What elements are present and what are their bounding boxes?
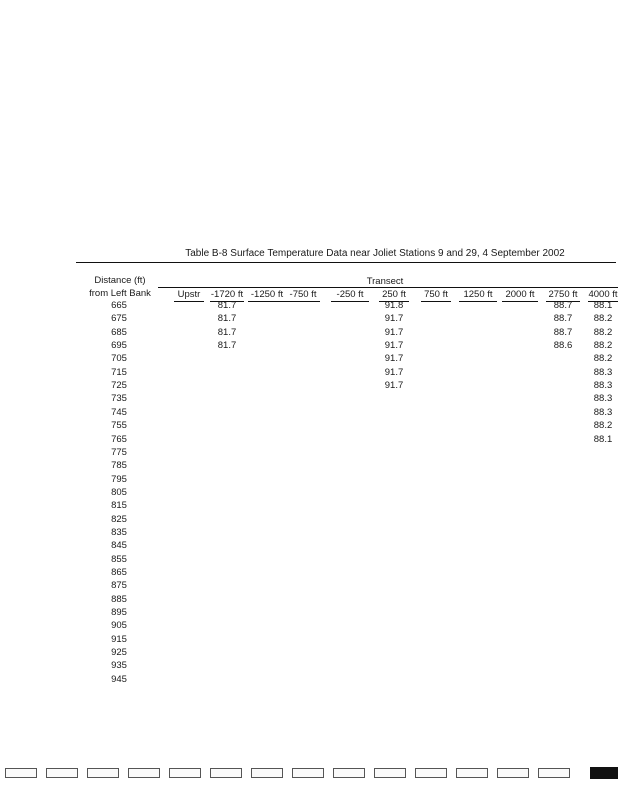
distance-cell: 885 bbox=[111, 593, 127, 605]
distance-cell: 665 bbox=[111, 300, 127, 311]
distance-cell: 945 bbox=[111, 673, 127, 685]
distance-cell: 815 bbox=[111, 500, 127, 512]
distance-cell: 705 bbox=[111, 353, 127, 365]
top-rule bbox=[76, 262, 616, 263]
distance-cell: 845 bbox=[111, 540, 127, 552]
temperature-cell: 88.6 bbox=[553, 340, 573, 352]
footer-tab-mark bbox=[5, 768, 37, 778]
footer-tab-mark bbox=[497, 768, 529, 778]
distance-cell: 715 bbox=[111, 366, 127, 378]
column-header: 2000 ft bbox=[502, 289, 538, 302]
distance-cell: 775 bbox=[111, 446, 127, 458]
distance-cell: 905 bbox=[111, 620, 127, 632]
temperature-cell: 88.3 bbox=[593, 366, 613, 378]
temperature-cell: 88.3 bbox=[593, 406, 613, 418]
column-header: 2750 ft bbox=[546, 289, 580, 302]
temperature-cell: 91.7 bbox=[384, 353, 404, 365]
distance-header-line2: from Left Bank bbox=[89, 288, 151, 299]
temperature-cell: 88.2 bbox=[593, 420, 613, 432]
column-header: 1250 ft bbox=[459, 289, 497, 302]
temperature-cell: 91.7 bbox=[384, 326, 404, 338]
transect-header: Transect bbox=[366, 276, 404, 287]
footer-tab-mark bbox=[128, 768, 160, 778]
distance-cell: 895 bbox=[111, 607, 127, 619]
temperature-cell: 81.7 bbox=[217, 300, 237, 311]
temperature-cell: 91.7 bbox=[384, 380, 404, 392]
distance-cell: 785 bbox=[111, 460, 127, 472]
footer-tab-mark bbox=[87, 768, 119, 778]
temperature-cell: 88.2 bbox=[593, 340, 613, 352]
column-header: 250 ft bbox=[379, 289, 409, 302]
distance-cell: 795 bbox=[111, 473, 127, 485]
distance-header-line1: Distance (ft) bbox=[94, 275, 146, 286]
temperature-cell: 88.3 bbox=[593, 380, 613, 392]
column-header: -250 ft bbox=[331, 289, 369, 302]
distance-cell: 835 bbox=[111, 526, 127, 538]
distance-cell: 935 bbox=[111, 660, 127, 672]
footer-tab-mark bbox=[538, 768, 570, 778]
distance-cell: 735 bbox=[111, 393, 127, 405]
temperature-cell: 91.7 bbox=[384, 366, 404, 378]
footer-tab-mark bbox=[374, 768, 406, 778]
column-header: -1720 ft bbox=[210, 289, 244, 300]
distance-cell: 855 bbox=[111, 553, 127, 565]
temperature-cell: 88.7 bbox=[553, 300, 573, 311]
footer-tab-mark bbox=[415, 768, 447, 778]
column-header: Upstr bbox=[174, 289, 204, 302]
temperature-cell: 81.7 bbox=[217, 326, 237, 338]
distance-cell: 685 bbox=[111, 326, 127, 338]
temperature-cell: 88.2 bbox=[593, 326, 613, 338]
footer-tab-mark bbox=[251, 768, 283, 778]
temperature-cell: 91.8 bbox=[384, 300, 404, 311]
temperature-cell: 88.7 bbox=[553, 313, 573, 325]
footer-tab-mark bbox=[210, 768, 242, 778]
temperature-cell: 91.7 bbox=[384, 340, 404, 352]
footer-tab-mark-active bbox=[590, 767, 618, 779]
footer-tab-mark bbox=[292, 768, 324, 778]
distance-cell: 805 bbox=[111, 486, 127, 498]
column-header: 4000 ft bbox=[588, 289, 618, 300]
distance-cell: 755 bbox=[111, 420, 127, 432]
distance-cell: 725 bbox=[111, 380, 127, 392]
column-header: 750 ft bbox=[421, 289, 451, 302]
footer-tab-mark bbox=[333, 768, 365, 778]
column-header: -1250 ft bbox=[248, 289, 286, 302]
distance-cell: 915 bbox=[111, 633, 127, 645]
temperature-cell: 88.1 bbox=[593, 433, 613, 445]
distance-cell: 825 bbox=[111, 513, 127, 525]
temperature-cell: 81.7 bbox=[217, 340, 237, 352]
temperature-cell: 88.7 bbox=[553, 326, 573, 338]
distance-cell: 745 bbox=[111, 406, 127, 418]
temperature-cell: 88.2 bbox=[593, 313, 613, 325]
distance-cell: 875 bbox=[111, 580, 127, 592]
column-header: -750 ft bbox=[286, 289, 320, 302]
temperature-cell: 81.7 bbox=[217, 313, 237, 325]
footer-tab-mark bbox=[46, 768, 78, 778]
temperature-cell: 88.2 bbox=[593, 353, 613, 365]
table-title: Table B-8 Surface Temperature Data near Joliet Stations 9 and 29, 4 September 2002 bbox=[185, 248, 565, 259]
distance-cell: 925 bbox=[111, 647, 127, 659]
page-footer-strip bbox=[0, 765, 618, 781]
footer-tab-mark bbox=[169, 768, 201, 778]
temperature-cell: 88.3 bbox=[593, 393, 613, 405]
distance-cell: 865 bbox=[111, 567, 127, 578]
distance-cell: 695 bbox=[111, 340, 127, 352]
footer-tab-mark bbox=[456, 768, 488, 778]
distance-cell: 765 bbox=[111, 433, 127, 445]
distance-cell: 675 bbox=[111, 313, 127, 325]
transect-rule bbox=[158, 287, 618, 288]
temperature-cell: 88.1 bbox=[593, 300, 613, 311]
temperature-cell: 91.7 bbox=[384, 313, 404, 325]
